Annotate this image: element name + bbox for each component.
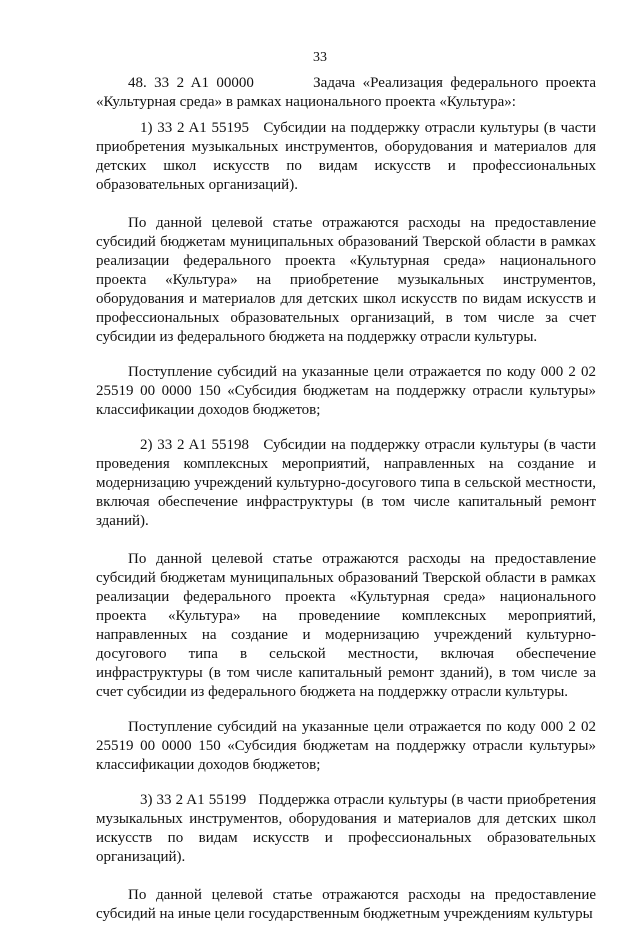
task-heading (96, 74, 596, 112)
item-2 (96, 436, 596, 531)
task-code: 48. 33 2 A1 00000 (128, 75, 254, 91)
document-body (96, 74, 596, 940)
item-2-text: Субсидии на поддержку отрасли культуры (в части проведения комплексных мероприятий, направленных на создание и модернизацию учреждений культурно-досугового типа в сельской местности, включая обеспечение инфраструктуры (в том числе капитальный ремонт зданий). (96, 437, 597, 529)
item-1 (96, 119, 596, 195)
task-text: Задача «Реализация федерального проекта «Культурная среда» в рамках национального проекта «Культура»: (96, 75, 596, 110)
item-2-code: 2) 33 2 A1 55198 (140, 437, 250, 453)
body-paragraph-2: Поступление субсидий на указанные цели отражается по коду 000 2 02 25519 00 0000 150 «Субсидия бюджетам на поддержку отрасли культуры» классификации доходов бюджетов; (96, 364, 596, 418)
body-paragraph-5: По данной целевой статье отражаются расходы на предоставление субсидий на иные цели государственным бюджетным учреждениям культуры (96, 887, 596, 922)
body-paragraph-1: По данной целевой статье отражаются расходы на предоставление субсидий бюджетам муниципальных образований Тверской области в рамках реализации федерального проекта «Культурная среда» национального проекта «Культура» на приобретение музыкальных инструментов, оборудования и материалов для детских школ искусств по видам искусств и профессиональных образовательных организаций, в том числе за счет субсидии из федерального бюджета на поддержку отрасли культуры. (96, 215, 596, 345)
body-paragraph-3: По данной целевой статье отражаются расходы на предоставление субсидий бюджетам муниципальных образований Тверской области в рамках реализации федерального проекта «Культурная среда» национального проекта «Культура» на проведениие комплексных мероприятий, направленных на создание и модернизацию учреждений культурно-досугового типа в сельской местности, включая обеспечение инфраструктуры (в том числе капитальный ремонт зданий), в том числе за счет субсидии из федерального бюджета на поддержку отрасли культуры. (96, 551, 596, 700)
body-paragraph-4: Поступление субсидий на указанные цели отражается по коду 000 2 02 25519 00 0000 150 «Субсидия бюджетам на поддержку отрасли культуры» классификации доходов бюджетов; (96, 719, 596, 773)
item-3-text: Поддержка отрасли культуры (в части приобретения музыкальных инструментов, оборудования и материалов для детских школ искусств по видам искусств и профессиональных образовательных организаций). (96, 792, 597, 865)
item-1-text: Субсидии на поддержку отрасли культуры (в части приобретения музыкальных инструментов, оборудования и материалов для детских школ искусств по видам искусств и профессиональных образовательных организаций). (96, 120, 597, 193)
item-1-code: 1) 33 2 A1 55195 (140, 120, 250, 136)
page-number: 33 (313, 50, 327, 65)
item-3 (96, 791, 596, 867)
item-3-code: 3) 33 2 A1 55199 (140, 792, 247, 808)
